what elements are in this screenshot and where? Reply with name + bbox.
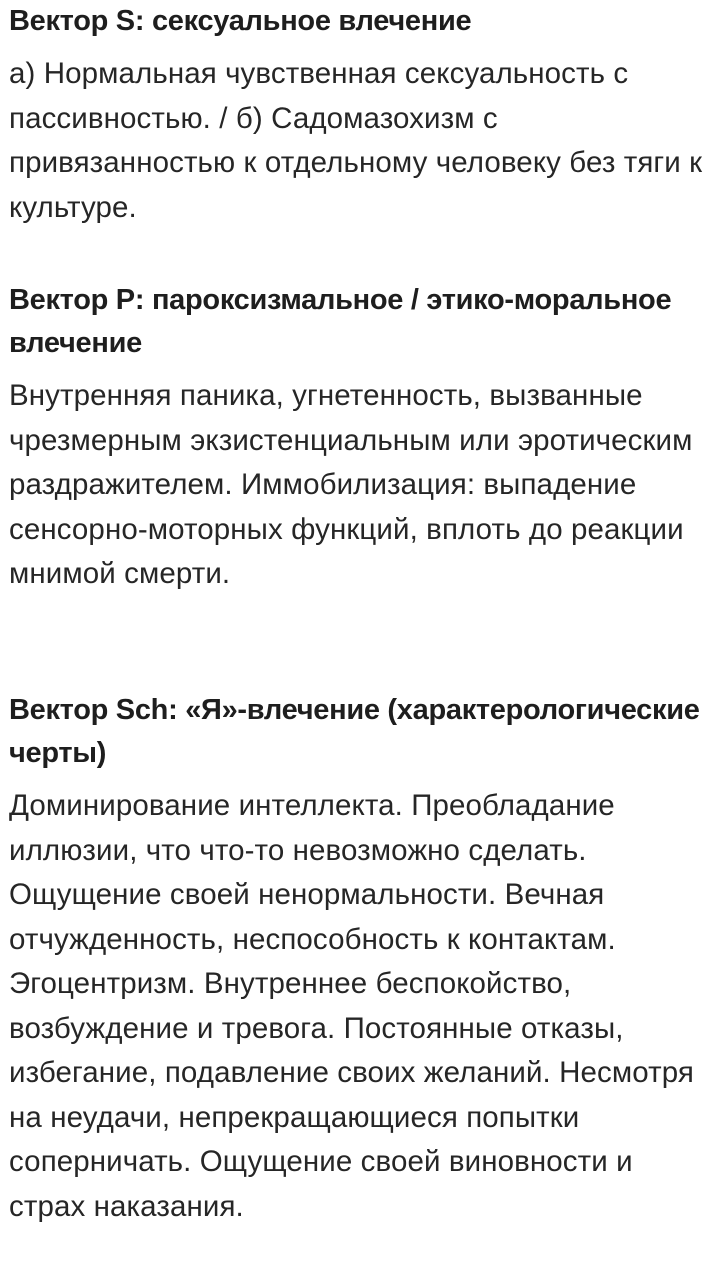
vector-sch-section bbox=[9, 689, 712, 1229]
vector-s-section bbox=[9, 0, 712, 230]
vector-s-description: а) Нормальная чувственная сексуальность с пассивностью. / б) Садомазохизм с привязанностью к отдельному человеку без тяги к культуре. bbox=[9, 57, 703, 224]
vector-sch-heading: Вектор Sch: «Я»-влечение (характерологические черты) bbox=[9, 694, 700, 769]
vector-p-heading: Вектор P: пароксизмальное / этико-моральное влечение bbox=[9, 284, 672, 359]
vector-p-description: Внутренняя паника, угнетенность, вызванные чрезмерным экзистенциальным или эротическим раздражителем. Иммобилизация: выпадение сенсорно-моторных функций, вплоть до реакции мнимой смерти. bbox=[9, 379, 693, 590]
vector-sch-description: Доминирование интеллекта. Преобладание иллюзии, что что-то невозможно сделать. Ощущение своей ненормальности. Вечная отчужденность, неспособность к контактам. Эгоцентризм. Внутреннее беспокойство, возбуждение и тревога. Постоянные отказы, избегание, подавление своих желаний. Несмотря на неудачи, непрекращающиеся попытки соперничать. Ощущение своей виновности и страх наказания. bbox=[9, 789, 694, 1223]
vector-p-section bbox=[9, 279, 712, 597]
vector-s-heading: Вектор S: сексуальное влечение bbox=[9, 5, 472, 37]
